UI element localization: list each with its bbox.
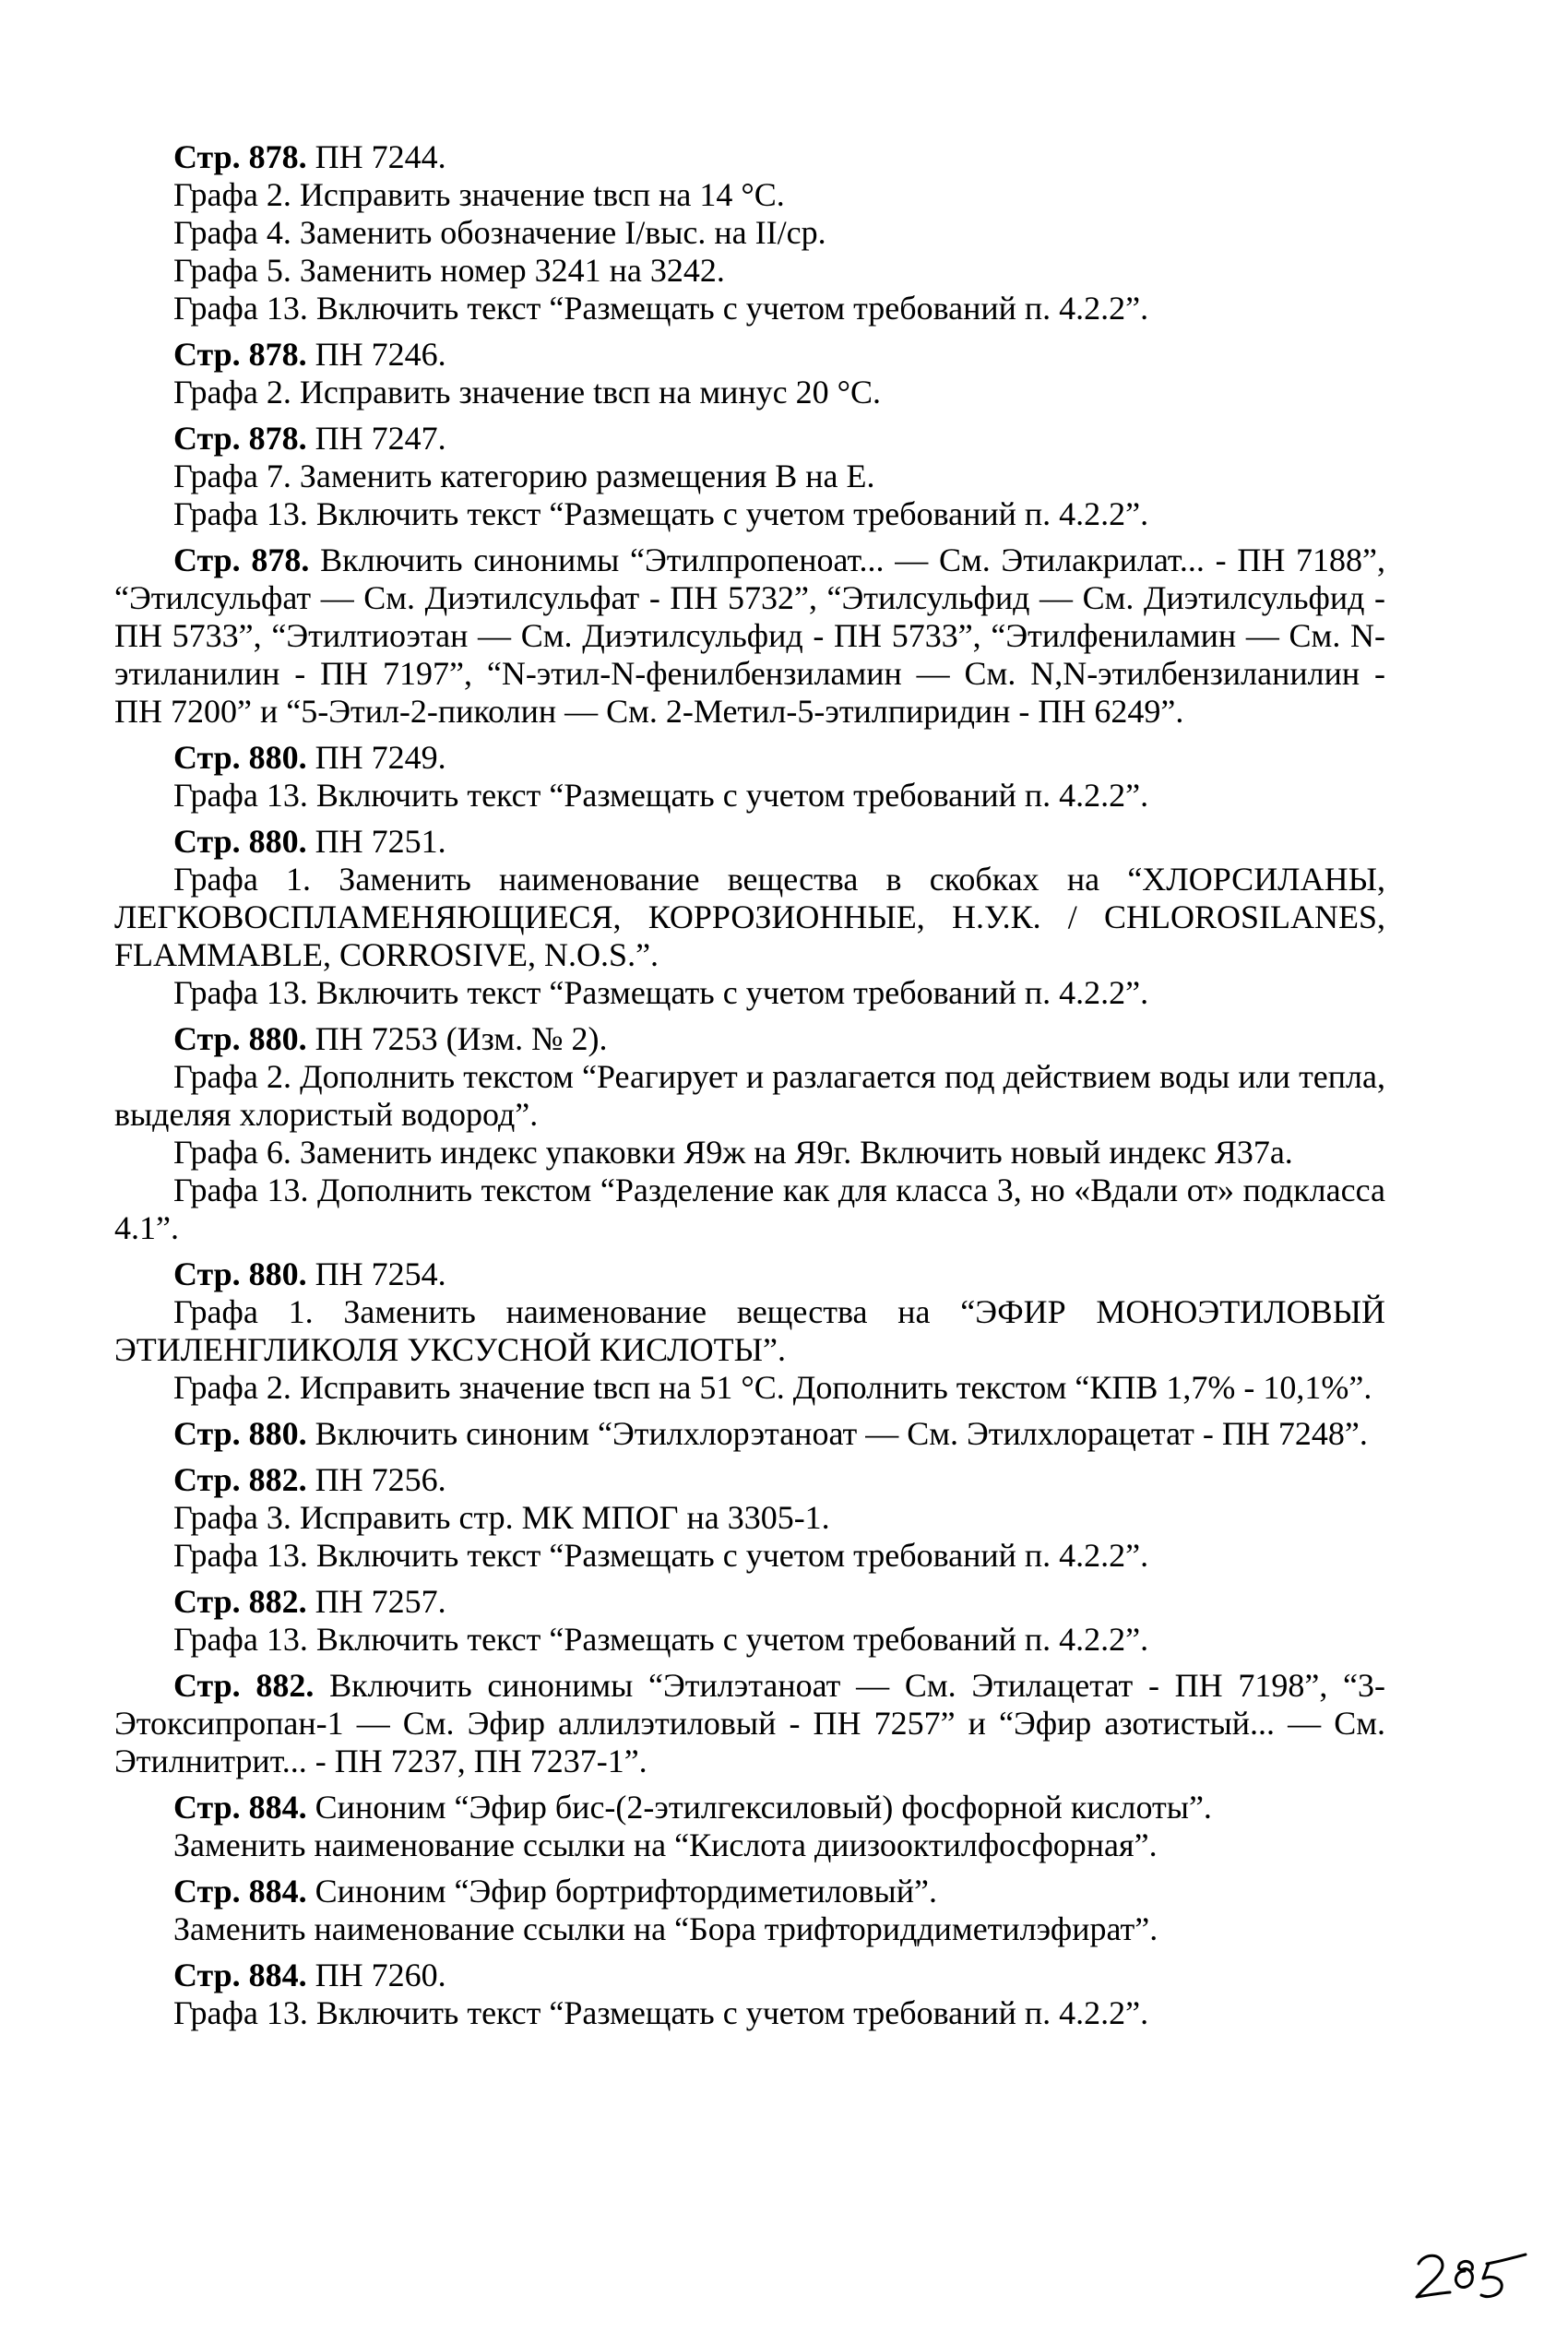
entry-878-7244 [114, 138, 1385, 327]
entry-880-7251 [114, 823, 1385, 1012]
entry-884-7260 [114, 1957, 1385, 2032]
entry-line: Графа 3. Исправить стр. МК МПОГ на 3305-1. [173, 1499, 830, 1536]
entry-heading: ПН 7244. [306, 138, 446, 175]
page-ref: Стр. 882. [173, 1583, 307, 1620]
page-ref: Стр. 878. [173, 336, 307, 373]
page-ref: Стр. 882. [173, 1667, 315, 1704]
entry-text: Включить синонимы “Этилэтаноат — См. Этилацетат - ПН 7198”, “3-Этоксипропан-1 — См. Эфир аллилэтиловый - ПН 7257” и “Эфир азотистый... — См. Этилнитрит... - ПН 7237, ПН 7237-1”. [114, 1667, 1386, 1779]
entry-line: Графа 13. Включить текст “Размещать с учетом требований п. 4.2.2”. [173, 777, 1149, 814]
entry-heading: Синоним “Эфир бис-(2-этилгексиловый) фосфорной кислоты”. [306, 1789, 1212, 1826]
entry-heading: ПН 7247. [306, 420, 446, 457]
entry-paragraph: Графа 1. Заменить наименование вещества на “ЭФИР МОНОЭТИЛОВЫЙ ЭТИЛЕНГЛИКОЛЯ УКСУСНОЙ КИСЛОТЫ”. [114, 1293, 1385, 1368]
entry-heading: ПН 7254. [306, 1255, 446, 1292]
page-ref: Стр. 880. [173, 1255, 307, 1292]
page-ref: Стр. 884. [173, 1873, 307, 1910]
page-ref: Стр. 880. [173, 1020, 307, 1057]
page-ref: Стр. 882. [173, 1461, 307, 1498]
handwritten-page-number [1411, 2225, 1531, 2308]
entry-882-7257 [114, 1583, 1385, 1659]
entry-878-synonyms [114, 541, 1385, 731]
entry-paragraph: Графа 13. Дополнить текстом “Разделение как для класса 3, но «Вдали от» подкласса 4.1”. [114, 1172, 1385, 1246]
entry-880-7254 [114, 1255, 1385, 1407]
entry-880-7253 [114, 1020, 1385, 1247]
entry-text: Включить синоним “Этилхлорэтаноат — См. Этилхлорацетат - ПН 7248”. [306, 1415, 1368, 1452]
entry-heading: ПН 7256. [306, 1461, 446, 1498]
entry-line: Графа 2. Исправить значение tвсп на минус 20 °С. [173, 374, 882, 410]
entry-884-synonym-boron [114, 1873, 1385, 1948]
entry-882-synonyms [114, 1667, 1385, 1780]
entry-line: Графа 13. Включить текст “Размещать с учетом требований п. 4.2.2”. [173, 1621, 1149, 1658]
entry-line: Графа 5. Заменить номер 3241 на 3242. [173, 252, 725, 289]
entry-880-7249 [114, 739, 1385, 815]
entry-line: Графа 2. Исправить значение tвсп на 14 °С. [173, 176, 785, 213]
entry-line: Заменить наименование ссылки на “Кислота диизооктилфосфорная”. [173, 1826, 1158, 1863]
entry-line: Графа 13. Включить текст “Размещать с учетом требований п. 4.2.2”. [173, 1537, 1149, 1574]
entry-878-7246 [114, 336, 1385, 411]
entry-line: Заменить наименование ссылки на “Бора трифториддиметилэфират”. [173, 1910, 1158, 1947]
entry-line: Графа 13. Включить текст “Размещать с учетом требований п. 4.2.2”. [173, 290, 1149, 327]
entry-line: Графа 4. Заменить обозначение I/выс. на II/ср. [173, 214, 826, 251]
entry-heading: ПН 7249. [306, 739, 446, 776]
entry-paragraph: Графа 2. Исправить значение tвсп на 51 °С. Дополнить текстом “КПВ 1,7% - 10,1%”. [173, 1369, 1372, 1406]
entry-heading: ПН 7246. [306, 336, 446, 373]
entry-884-synonym-phosphoric [114, 1789, 1385, 1864]
page-ref: Стр. 884. [173, 1789, 307, 1826]
entry-line: Графа 13. Включить текст “Размещать с учетом требований п. 4.2.2”. [173, 495, 1149, 532]
entry-line: Графа 7. Заменить категорию размещения В на Е. [173, 458, 875, 494]
page-ref: Стр. 880. [173, 739, 307, 776]
entry-878-7247 [114, 420, 1385, 533]
page-ref: Стр. 884. [173, 1957, 307, 1993]
page-ref: Стр. 880. [173, 1415, 307, 1452]
entry-paragraph: Графа 2. Дополнить текстом “Реагирует и разлагается под действием воды или тепла, выделяя хлористый водород”. [114, 1058, 1385, 1133]
entry-heading: ПН 7257. [306, 1583, 446, 1620]
entry-heading: Синоним “Эфир бортрифтордиметиловый”. [306, 1873, 937, 1910]
entry-880-synonym [114, 1415, 1385, 1453]
page-ref: Стр. 878. [173, 541, 310, 578]
entry-paragraph: Графа 1. Заменить наименование вещества в скобках на “ХЛОРСИЛАНЫ, ЛЕГКОВОСПЛАМЕНЯЮЩИЕСЯ, КОРРОЗИОННЫЕ, Н.У.К. / CHLOROSILANES, FLAMMABLE, CORROSIVE, N.O.S.”. [114, 861, 1385, 973]
document-page [114, 138, 1385, 2040]
entry-heading: ПН 7253 (Изм. № 2). [306, 1020, 608, 1057]
entry-line: Графа 13. Включить текст “Размещать с учетом требований п. 4.2.2”. [173, 1994, 1149, 2031]
entry-heading: ПН 7251. [306, 823, 446, 860]
entry-paragraph: Графа 6. Заменить индекс упаковки Я9ж на Я9г. Включить новый индекс Я37а. [173, 1134, 1293, 1171]
page-ref: Стр. 878. [173, 420, 307, 457]
page-ref: Стр. 878. [173, 138, 307, 175]
entry-paragraph: Графа 13. Включить текст “Размещать с учетом требований п. 4.2.2”. [173, 974, 1149, 1011]
entry-text: Включить синонимы “Этилпропеноат... — См. Этилакрилат... - ПН 7188”, “Этилсульфат — См. Диэтилсульфат - ПН 5732”, “Этилсульфид — См. Диэтилсульфид - ПН 5733”, “Этилтиоэтан — См. Диэтилсульфид - ПН 5733”, “Этилфениламин — См. N-этиланилин - ПН 7197”, “N-этил-N-фенилбензиламин — См. N,N-этилбензиланилин - ПН 7200” и “5-Этил-2-пиколин — См. 2-Метил-5-этилпиридин - ПН 6249”. [114, 541, 1385, 730]
entry-heading: ПН 7260. [306, 1957, 446, 1993]
entry-882-7256 [114, 1461, 1385, 1575]
page-ref: Стр. 880. [173, 823, 307, 860]
